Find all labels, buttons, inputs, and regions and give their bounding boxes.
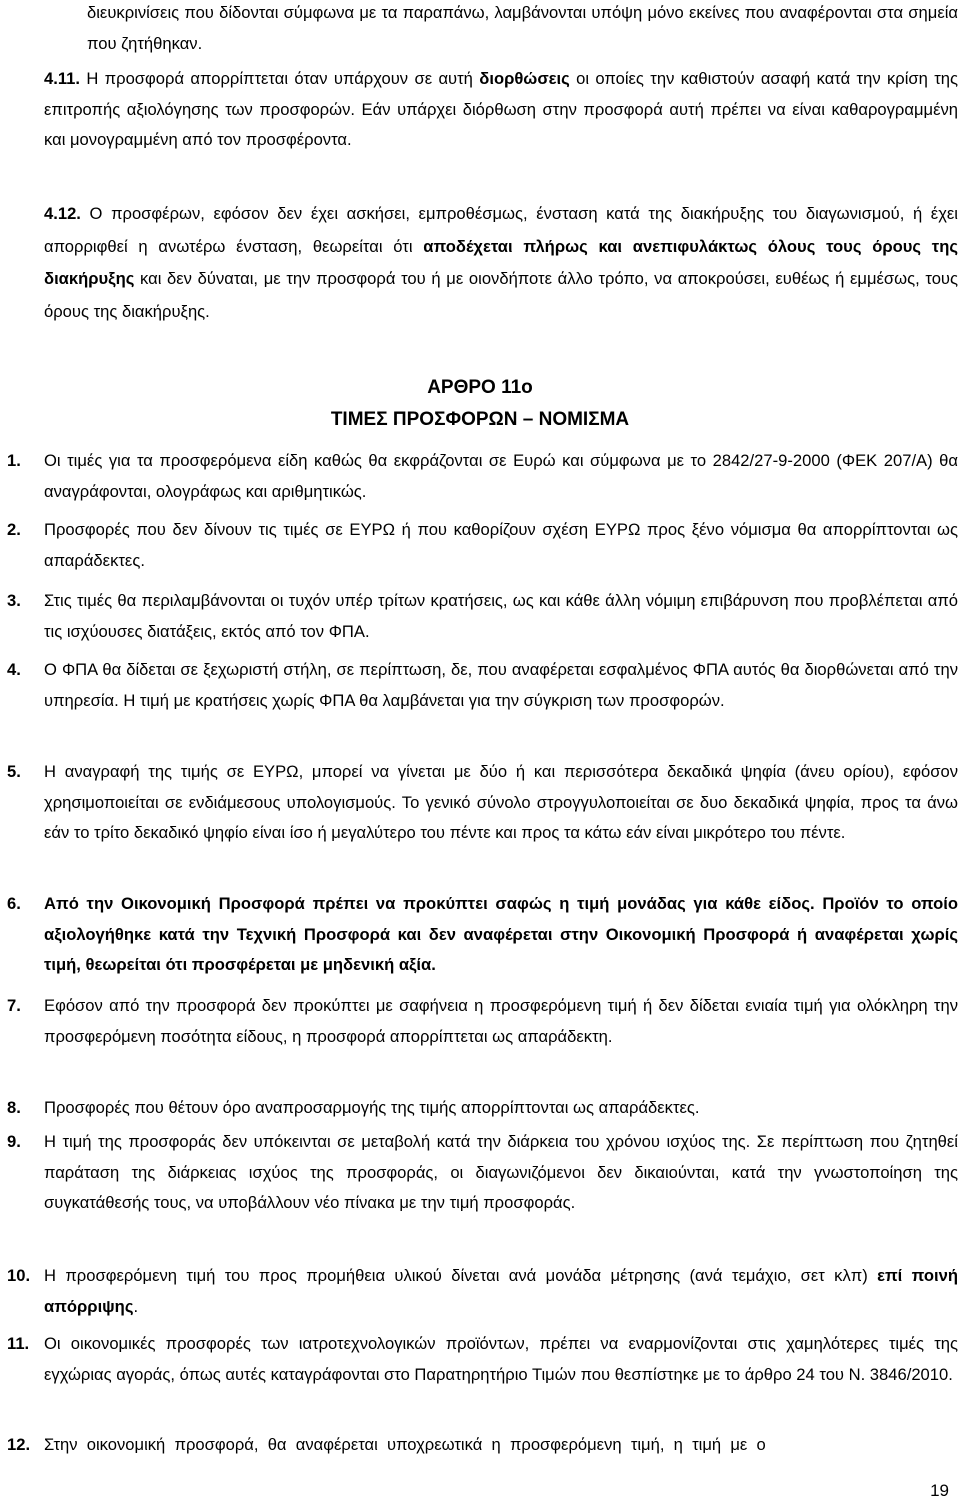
item-text: Η τιμή της προσφοράς δεν υπόκεινται σε μεταβολή κατά την διάρκεια του χρόνου ισχύος της. Σε περίπτωση που ζητηθεί παράταση της διάρκειας ισχύος της προσφοράς, οι διαγωνιζόμενοι δεν δικαιούνται, κατά την γνωστοποίηση της συγκατάθεσής τους, να υποβάλλουν νέο πίνακα με την τιμή προσφοράς. <box>44 1132 958 1213</box>
item-text <box>44 1261 958 1322</box>
clause-4-11-text-b: οι οποίες την καθιστούν ασαφή κατά την κρίση της επιτροπής αξιολόγησης των προσφορών. Εάν υπάρχει διόρθωση στην προσφορά αυτή πρέπει να είναι καθαρογραμμένη και μονογραμμένη από τον προσφέροντα. <box>44 69 959 149</box>
item-text: Στην οικονομική προσφορά, θα αναφέρεται υποχρεωτικά η προσφερόμενη τιμή, η τιμή με ο <box>44 1435 766 1454</box>
item-number: 12. <box>7 1435 31 1454</box>
clause-4-11 <box>44 64 958 156</box>
clause-4-11-bold: διορθώσεις <box>479 69 570 88</box>
clause-4-11-number: 4.11. <box>44 69 80 88</box>
item-text: Η αναγραφή της τιμής σε ΕΥΡΩ, μπορεί να γίνεται με δύο ή και περισσότερα δεκαδικά ψηφία (άνευ ορίου), εφόσον χρησιμοποιείται σε ενδιάμεσους υπολογισμούς. Το γενικό σύνολο στρογγυλοποιείται σε δυο δεκαδικά ψηφία, προς τα άνω εάν το τρίτο δεκαδικό ψηφίο είναι ίσο ή μεγαλύτερο του πέντε και προς τα κάτω εάν είναι μικρότερο του πέντε. <box>44 762 958 843</box>
clause-4-12 <box>44 198 958 328</box>
intro-paragraph <box>87 0 958 59</box>
item-number: 4. <box>7 660 21 679</box>
item-number: 7. <box>7 996 21 1015</box>
item-text: Προσφορές που θέτουν όρο αναπροσαρμογής της τιμής απορρίπτονται ως απαράδεκτες. <box>44 1098 700 1117</box>
item-number: 9. <box>7 1132 21 1151</box>
item-text-b: . <box>133 1296 139 1316</box>
clause-4-12-bold: αποδέχεται πλήρως και ανεπιφυλάκτως όλους τους όρους της διακήρυξης <box>44 236 958 288</box>
clause-4-11-text-a: Η προσφορά απορρίπτεται όταν υπάρχουν σε αυτή <box>80 69 480 88</box>
item-text: Οι οικονομικές προσφορές των ιατροτεχνολογικών προϊόντων, πρέπει να εναρμονίζονται στις χαμηλότερες τιμές της εγχώριας αγοράς, όπως αυτές καταγράφονται στο Παρατηρητήριο Τιμών που θεσπίστηκε με το άρθρο 24 του Ν. 3846/2010. <box>44 1334 958 1384</box>
item-text: Εφόσον από την προσφορά δεν προκύπτει με σαφήνεια η προσφερόμενη τιμή ή δεν δίδεται ενιαία τιμή για ολόκληρη την προσφερόμενη ποσότητα είδους, η προσφορά απορρίπτεται ως απαράδεκτη. <box>44 996 958 1046</box>
item-text: Οι τιμές για τα προσφερόμενα είδη καθώς θα εκφράζονται σε Ευρώ και σύμφωνα με το 2842/27-9-2000 (ΦΕΚ 207/Α) θα αναγράφονται, ολογράφως και αριθμητικώς. <box>44 451 958 501</box>
clause-4-12-text-a: Ο προσφέρων, εφόσον δεν έχει ασκήσει, εμπροθέσμως, ένσταση κατά της διακήρυξης του διαγωνισμού, ή έχει απορριφθεί η ανωτέρω ένσταση, θεωρείται ότι <box>44 204 958 256</box>
intro-text: διευκρινίσεις που δίδονται σύμφωνα με τα παραπάνω, λαμβάνονται υπόψη μόνο εκείνες που αναφέρονται στα σημεία που ζητήθηκαν. <box>87 3 958 53</box>
item-number: 1. <box>7 451 21 470</box>
item-number: 11. <box>7 1334 30 1353</box>
item-number: 5. <box>7 762 21 781</box>
item-text: Στις τιμές θα περιλαμβάνονται οι τυχόν υπέρ τρίτων κρατήσεις, ως και κάθε άλλη νόμιμη επιβάρυνση που προβλέπεται από τις ισχύουσες διατάξεις, εκτός από τον ΦΠΑ. <box>44 591 958 641</box>
item-bold: επί ποινή απόρριψης <box>44 1266 958 1316</box>
page-number: 19 <box>930 1481 949 1500</box>
item-number: 8. <box>7 1098 21 1117</box>
item-number: 6. <box>7 894 21 913</box>
item-text: Ο ΦΠΑ θα δίδεται σε ξεχωριστή στήλη, σε περίπτωση, δε, που αναφέρεται εσφαλμένος ΦΠΑ αυτός θα διορθώνεται από την υπηρεσία. Η τιμή με κρατήσεις χωρίς ΦΠΑ θα λαμβάνεται για την σύγκριση των προσφορών. <box>44 660 958 710</box>
item-text-a: Η προσφερόμενη τιμή του προς προμήθεια υλικού δίνεται ανά μονάδα μέτρησης (ανά τεμάχιο, σετ κλπ) <box>44 1266 878 1285</box>
item-text: Από την Οικονομική Προσφορά πρέπει να προκύπτει σαφώς η τιμή μονάδας για κάθε είδος. Προϊόν το οποίο αξιολογήθηκε κατά την Τεχνική Προσφορά και δεν αναφέρεται στην Οικονομική Προσφορά ή αναφέρεται χωρίς τιμή, θεωρείται ότι προσφέρεται με μηδενική αξία. <box>44 894 958 975</box>
article-subtitle: ΤΙΜΕΣ ΠΡΟΣΦΟΡΩΝ – ΝΟΜΙΣΜΑ <box>330 409 630 430</box>
item-text: Προσφορές που δεν δίνουν τις τιμές σε ΕΥΡΩ ή που καθορίζουν σχέση ΕΥΡΩ προς ξένο νόμισμα θα απορρίπτονται ως απαράδεκτες. <box>44 520 958 570</box>
item-number: 2. <box>7 520 21 539</box>
clause-4-12-text-b: και δεν δύναται, με την προσφορά του ή με οιονδήποτε άλλο τρόπο, να αποκρούσει, ευθέως ή εμμέσως, τους όρους της διακήρυξης. <box>44 269 958 321</box>
item-number: 10. <box>7 1266 31 1285</box>
article-title: ΑΡΘΡΟ 11ο <box>427 377 533 398</box>
clause-4-12-number: 4.12. <box>44 204 81 223</box>
item-number: 3. <box>7 591 21 610</box>
